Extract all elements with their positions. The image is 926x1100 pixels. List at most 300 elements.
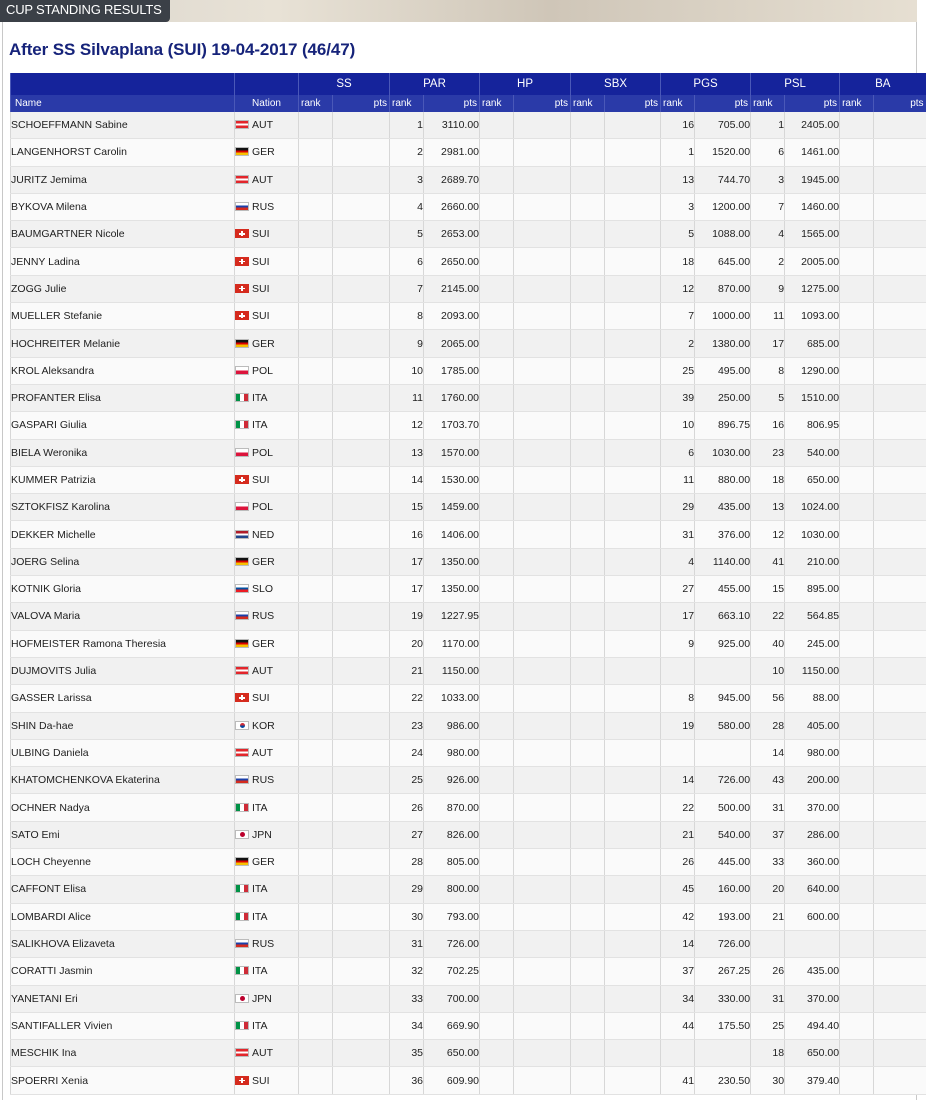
ba-rank-cell bbox=[840, 794, 874, 821]
ss-rank-cell bbox=[299, 521, 333, 548]
ba-pts-cell bbox=[874, 958, 926, 985]
hp-pts-cell bbox=[514, 985, 571, 1012]
header-pts: pts bbox=[874, 95, 926, 112]
pgs-pts-cell: 250.00 bbox=[695, 384, 751, 411]
table-row bbox=[11, 303, 926, 330]
sbx-pts-cell bbox=[605, 821, 661, 848]
athlete-name-cell[interactable]: KHATOMCHENKOVA Ekaterina bbox=[11, 767, 235, 794]
sbx-pts-cell bbox=[605, 412, 661, 439]
ba-pts-cell bbox=[874, 112, 926, 139]
table-row bbox=[11, 739, 926, 766]
pgs-pts-cell: 445.00 bbox=[695, 849, 751, 876]
athlete-name-cell[interactable]: JURITZ Jemima bbox=[11, 166, 235, 193]
psl-rank-cell: 37 bbox=[751, 821, 785, 848]
table-row bbox=[11, 1040, 926, 1067]
sbx-pts-cell bbox=[605, 521, 661, 548]
ba-rank-cell bbox=[840, 657, 874, 684]
table-row bbox=[11, 876, 926, 903]
header-hp: HP bbox=[480, 73, 571, 95]
ss-rank-cell bbox=[299, 412, 333, 439]
athlete-name-cell[interactable]: MUELLER Stefanie bbox=[11, 303, 235, 330]
hp-rank-cell bbox=[480, 657, 514, 684]
hp-pts-cell bbox=[514, 849, 571, 876]
par-pts-cell: 1703.70 bbox=[424, 412, 480, 439]
pgs-rank-cell: 34 bbox=[661, 985, 695, 1012]
athlete-name-cell[interactable]: BIELA Weronika bbox=[11, 439, 235, 466]
ss-pts-cell bbox=[333, 1067, 390, 1094]
ss-pts-cell bbox=[333, 712, 390, 739]
ba-rank-cell bbox=[840, 876, 874, 903]
psl-rank-cell: 10 bbox=[751, 657, 785, 684]
table-row bbox=[11, 521, 926, 548]
ss-rank-cell bbox=[299, 494, 333, 521]
nation-cell bbox=[235, 521, 299, 548]
sbx-rank-cell bbox=[571, 412, 605, 439]
athlete-name-cell[interactable]: SCHOEFFMANN Sabine bbox=[11, 112, 235, 139]
ba-rank-cell bbox=[840, 221, 874, 248]
psl-pts-cell: 1290.00 bbox=[785, 357, 840, 384]
athlete-name-cell[interactable]: CAFFONT Elisa bbox=[11, 876, 235, 903]
psl-pts-cell: 1150.00 bbox=[785, 657, 840, 684]
athlete-name-cell[interactable]: SANTIFALLER Vivien bbox=[11, 1012, 235, 1039]
athlete-name-cell[interactable]: LANGENHORST Carolin bbox=[11, 139, 235, 166]
athlete-name-cell[interactable]: CORATTI Jasmin bbox=[11, 958, 235, 985]
athlete-name-cell[interactable]: DEKKER Michelle bbox=[11, 521, 235, 548]
hp-pts-cell bbox=[514, 439, 571, 466]
ita-flag-icon bbox=[235, 393, 249, 402]
hp-rank-cell bbox=[480, 603, 514, 630]
hp-pts-cell bbox=[514, 384, 571, 411]
nation-code: GER bbox=[252, 337, 275, 350]
ba-pts-cell bbox=[874, 139, 926, 166]
hp-rank-cell bbox=[480, 548, 514, 575]
nation-code: SUI bbox=[252, 228, 270, 241]
sui-flag-icon bbox=[235, 229, 249, 238]
table-row bbox=[11, 685, 926, 712]
psl-pts-cell: 494.40 bbox=[785, 1012, 840, 1039]
nation-code: NED bbox=[252, 528, 275, 541]
nation-code: SUI bbox=[252, 255, 270, 268]
header-pts: pts bbox=[424, 95, 480, 112]
ss-pts-cell bbox=[333, 794, 390, 821]
athlete-name-cell[interactable]: MESCHIK Ina bbox=[11, 1040, 235, 1067]
cup-standings-table bbox=[10, 73, 926, 1095]
hp-rank-cell bbox=[480, 466, 514, 493]
sbx-pts-cell bbox=[605, 330, 661, 357]
pgs-rank-cell bbox=[661, 739, 695, 766]
pgs-pts-cell: 455.00 bbox=[695, 576, 751, 603]
athlete-name-cell[interactable]: VALOVA Maria bbox=[11, 603, 235, 630]
par-pts-cell: 702.25 bbox=[424, 958, 480, 985]
sui-flag-icon bbox=[235, 311, 249, 320]
results-table-wrapper bbox=[10, 73, 924, 1095]
ss-rank-cell bbox=[299, 439, 333, 466]
psl-pts-cell: 1565.00 bbox=[785, 221, 840, 248]
pgs-rank-cell: 14 bbox=[661, 930, 695, 957]
nation-code: GER bbox=[252, 856, 275, 869]
sbx-pts-cell bbox=[605, 303, 661, 330]
table-row bbox=[11, 821, 926, 848]
psl-rank-cell: 22 bbox=[751, 603, 785, 630]
pgs-rank-cell: 26 bbox=[661, 849, 695, 876]
athlete-name-cell[interactable]: JOERG Selina bbox=[11, 548, 235, 575]
ss-pts-cell bbox=[333, 739, 390, 766]
sbx-rank-cell bbox=[571, 576, 605, 603]
table-row bbox=[11, 466, 926, 493]
athlete-name-cell[interactable]: BAUMGARTNER Nicole bbox=[11, 221, 235, 248]
nation-cell bbox=[235, 958, 299, 985]
nation-code: SUI bbox=[252, 310, 270, 323]
sbx-pts-cell bbox=[605, 1040, 661, 1067]
sbx-rank-cell bbox=[571, 139, 605, 166]
ger-flag-icon bbox=[235, 147, 249, 156]
par-pts-cell: 986.00 bbox=[424, 712, 480, 739]
ss-rank-cell bbox=[299, 821, 333, 848]
hp-pts-cell bbox=[514, 739, 571, 766]
rus-flag-icon bbox=[235, 202, 249, 211]
athlete-name-cell[interactable]: YANETANI Eri bbox=[11, 985, 235, 1012]
header-pts: pts bbox=[333, 95, 390, 112]
nation-code: AUT bbox=[252, 746, 273, 759]
ss-pts-cell bbox=[333, 821, 390, 848]
par-pts-cell: 1170.00 bbox=[424, 630, 480, 657]
ss-pts-cell bbox=[333, 767, 390, 794]
hp-pts-cell bbox=[514, 548, 571, 575]
ss-rank-cell bbox=[299, 112, 333, 139]
athlete-name-cell[interactable]: HOCHREITER Melanie bbox=[11, 330, 235, 357]
ss-pts-cell bbox=[333, 112, 390, 139]
pgs-rank-cell: 14 bbox=[661, 767, 695, 794]
par-rank-cell: 23 bbox=[390, 712, 424, 739]
nation-cell bbox=[235, 1040, 299, 1067]
hp-rank-cell bbox=[480, 712, 514, 739]
par-rank-cell: 15 bbox=[390, 494, 424, 521]
ba-rank-cell bbox=[840, 1012, 874, 1039]
sbx-pts-cell bbox=[605, 439, 661, 466]
table-row bbox=[11, 903, 926, 930]
ita-flag-icon bbox=[235, 966, 249, 975]
athlete-name-cell[interactable]: LOMBARDI Alice bbox=[11, 903, 235, 930]
hp-rank-cell bbox=[480, 794, 514, 821]
par-pts-cell: 926.00 bbox=[424, 767, 480, 794]
hp-rank-cell bbox=[480, 1067, 514, 1094]
hp-pts-cell bbox=[514, 139, 571, 166]
psl-pts-cell: 88.00 bbox=[785, 685, 840, 712]
athlete-name-cell[interactable]: ULBING Daniela bbox=[11, 739, 235, 766]
hp-pts-cell bbox=[514, 657, 571, 684]
psl-rank-cell: 14 bbox=[751, 739, 785, 766]
nation-cell bbox=[235, 821, 299, 848]
ba-rank-cell bbox=[840, 248, 874, 275]
athlete-name-cell[interactable]: HOFMEISTER Ramona Theresia bbox=[11, 630, 235, 657]
ba-pts-cell bbox=[874, 439, 926, 466]
ba-pts-cell bbox=[874, 876, 926, 903]
results-panel bbox=[2, 22, 924, 1100]
sbx-pts-cell bbox=[605, 876, 661, 903]
athlete-name-cell[interactable]: JENNY Ladina bbox=[11, 248, 235, 275]
hp-rank-cell bbox=[480, 221, 514, 248]
ba-rank-cell bbox=[840, 903, 874, 930]
ba-pts-cell bbox=[874, 275, 926, 302]
par-rank-cell: 24 bbox=[390, 739, 424, 766]
pgs-pts-cell: 495.00 bbox=[695, 357, 751, 384]
header-blank bbox=[235, 73, 299, 95]
par-pts-cell: 980.00 bbox=[424, 739, 480, 766]
ba-pts-cell bbox=[874, 685, 926, 712]
header-rank: rank bbox=[571, 95, 605, 112]
pgs-rank-cell: 3 bbox=[661, 193, 695, 220]
psl-rank-cell: 13 bbox=[751, 494, 785, 521]
table-row bbox=[11, 221, 926, 248]
athlete-name-cell[interactable]: KROL Aleksandra bbox=[11, 357, 235, 384]
par-pts-cell: 1227.95 bbox=[424, 603, 480, 630]
par-rank-cell: 32 bbox=[390, 958, 424, 985]
sbx-rank-cell bbox=[571, 521, 605, 548]
header-rank: rank bbox=[390, 95, 424, 112]
par-rank-cell: 16 bbox=[390, 521, 424, 548]
par-pts-cell: 1350.00 bbox=[424, 576, 480, 603]
par-rank-cell: 35 bbox=[390, 1040, 424, 1067]
psl-pts-cell: 1945.00 bbox=[785, 166, 840, 193]
athlete-name-cell[interactable]: BYKOVA Milena bbox=[11, 193, 235, 220]
psl-rank-cell: 20 bbox=[751, 876, 785, 903]
athlete-name-cell[interactable]: SATO Emi bbox=[11, 821, 235, 848]
table-row bbox=[11, 712, 926, 739]
hp-rank-cell bbox=[480, 112, 514, 139]
par-rank-cell: 8 bbox=[390, 303, 424, 330]
nation-code: POL bbox=[252, 364, 274, 377]
hp-rank-cell bbox=[480, 1012, 514, 1039]
ba-pts-cell bbox=[874, 248, 926, 275]
ss-rank-cell bbox=[299, 1040, 333, 1067]
par-rank-cell: 22 bbox=[390, 685, 424, 712]
psl-rank-cell: 1 bbox=[751, 112, 785, 139]
par-rank-cell: 34 bbox=[390, 1012, 424, 1039]
sbx-pts-cell bbox=[605, 466, 661, 493]
athlete-name-cell[interactable]: SALIKHOVA Elizaveta bbox=[11, 930, 235, 957]
par-rank-cell: 5 bbox=[390, 221, 424, 248]
psl-pts-cell: 564.85 bbox=[785, 603, 840, 630]
psl-rank-cell: 6 bbox=[751, 139, 785, 166]
ss-pts-cell bbox=[333, 221, 390, 248]
ba-pts-cell bbox=[874, 548, 926, 575]
nation-cell bbox=[235, 712, 299, 739]
hp-rank-cell bbox=[480, 412, 514, 439]
nation-cell bbox=[235, 166, 299, 193]
pgs-pts-cell: 500.00 bbox=[695, 794, 751, 821]
pgs-pts-cell: 1140.00 bbox=[695, 548, 751, 575]
hp-pts-cell bbox=[514, 1040, 571, 1067]
ss-rank-cell bbox=[299, 739, 333, 766]
ss-pts-cell bbox=[333, 139, 390, 166]
pgs-rank-cell: 2 bbox=[661, 330, 695, 357]
ss-rank-cell bbox=[299, 794, 333, 821]
sbx-pts-cell bbox=[605, 985, 661, 1012]
slo-flag-icon bbox=[235, 584, 249, 593]
hp-rank-cell bbox=[480, 521, 514, 548]
psl-pts-cell: 980.00 bbox=[785, 739, 840, 766]
sbx-rank-cell bbox=[571, 685, 605, 712]
athlete-name-cell[interactable]: SHIN Da-hae bbox=[11, 712, 235, 739]
hp-rank-cell bbox=[480, 439, 514, 466]
nation-code: KOR bbox=[252, 719, 275, 732]
ss-rank-cell bbox=[299, 466, 333, 493]
nation-cell bbox=[235, 685, 299, 712]
header-par: PAR bbox=[390, 73, 480, 95]
psl-pts-cell: 200.00 bbox=[785, 767, 840, 794]
cup-standing-results-tab[interactable]: CUP STANDING RESULTS bbox=[0, 0, 170, 22]
nation-code: JPN bbox=[252, 992, 272, 1005]
psl-pts-cell: 1460.00 bbox=[785, 193, 840, 220]
athlete-name-cell[interactable]: PROFANTER Elisa bbox=[11, 384, 235, 411]
sbx-rank-cell bbox=[571, 985, 605, 1012]
nation-code: ITA bbox=[252, 910, 268, 923]
psl-pts-cell: 245.00 bbox=[785, 630, 840, 657]
nation-code: ITA bbox=[252, 883, 268, 896]
par-pts-cell: 2660.00 bbox=[424, 193, 480, 220]
header-blank bbox=[11, 73, 235, 95]
hp-pts-cell bbox=[514, 412, 571, 439]
pgs-rank-cell: 39 bbox=[661, 384, 695, 411]
ss-rank-cell bbox=[299, 630, 333, 657]
athlete-name-cell[interactable]: GASSER Larissa bbox=[11, 685, 235, 712]
ss-pts-cell bbox=[333, 412, 390, 439]
psl-rank-cell: 30 bbox=[751, 1067, 785, 1094]
athlete-name-cell[interactable]: GASPARI Giulia bbox=[11, 412, 235, 439]
ba-pts-cell bbox=[874, 384, 926, 411]
par-rank-cell: 26 bbox=[390, 794, 424, 821]
nation-code: ITA bbox=[252, 1019, 268, 1032]
pgs-rank-cell: 45 bbox=[661, 876, 695, 903]
aut-flag-icon bbox=[235, 1048, 249, 1057]
ba-pts-cell bbox=[874, 521, 926, 548]
ba-rank-cell bbox=[840, 384, 874, 411]
header-pgs: PGS bbox=[661, 73, 751, 95]
pgs-rank-cell: 19 bbox=[661, 712, 695, 739]
athlete-name-cell[interactable]: ZOGG Julie bbox=[11, 275, 235, 302]
pgs-rank-cell: 44 bbox=[661, 1012, 695, 1039]
sbx-pts-cell bbox=[605, 1067, 661, 1094]
ss-pts-cell bbox=[333, 1012, 390, 1039]
ss-rank-cell bbox=[299, 166, 333, 193]
table-row bbox=[11, 275, 926, 302]
ba-pts-cell bbox=[874, 657, 926, 684]
psl-pts-cell: 360.00 bbox=[785, 849, 840, 876]
athlete-name-cell[interactable]: DUJMOVITS Julia bbox=[11, 657, 235, 684]
ba-rank-cell bbox=[840, 576, 874, 603]
psl-rank-cell: 3 bbox=[751, 166, 785, 193]
par-rank-cell: 25 bbox=[390, 767, 424, 794]
ss-rank-cell bbox=[299, 548, 333, 575]
ita-flag-icon bbox=[235, 912, 249, 921]
par-pts-cell: 826.00 bbox=[424, 821, 480, 848]
sbx-rank-cell bbox=[571, 739, 605, 766]
table-row bbox=[11, 166, 926, 193]
athlete-name-cell[interactable]: SPOERRI Xenia bbox=[11, 1067, 235, 1094]
nation-cell bbox=[235, 767, 299, 794]
par-rank-cell: 9 bbox=[390, 330, 424, 357]
ba-pts-cell bbox=[874, 821, 926, 848]
sbx-pts-cell bbox=[605, 849, 661, 876]
sbx-rank-cell bbox=[571, 357, 605, 384]
hp-pts-cell bbox=[514, 221, 571, 248]
table-row bbox=[11, 139, 926, 166]
ss-pts-cell bbox=[333, 903, 390, 930]
nation-cell bbox=[235, 248, 299, 275]
nation-code: SUI bbox=[252, 692, 270, 705]
par-pts-cell: 609.90 bbox=[424, 1067, 480, 1094]
hp-pts-cell bbox=[514, 193, 571, 220]
ss-pts-cell bbox=[333, 685, 390, 712]
athlete-name-cell[interactable]: SZTOKFISZ Karolina bbox=[11, 494, 235, 521]
ss-rank-cell bbox=[299, 985, 333, 1012]
ita-flag-icon bbox=[235, 1021, 249, 1030]
ss-rank-cell bbox=[299, 357, 333, 384]
hp-rank-cell bbox=[480, 767, 514, 794]
jpn-flag-icon bbox=[235, 830, 249, 839]
sbx-pts-cell bbox=[605, 275, 661, 302]
pgs-pts-cell: 726.00 bbox=[695, 767, 751, 794]
athlete-name-cell[interactable]: KOTNIK Gloria bbox=[11, 576, 235, 603]
nation-cell bbox=[235, 985, 299, 1012]
table-row bbox=[11, 1067, 926, 1094]
sbx-rank-cell bbox=[571, 548, 605, 575]
header-nation: Nation bbox=[235, 95, 299, 112]
ba-pts-cell bbox=[874, 357, 926, 384]
sbx-pts-cell bbox=[605, 657, 661, 684]
ba-pts-cell bbox=[874, 630, 926, 657]
ba-rank-cell bbox=[840, 139, 874, 166]
pgs-pts-cell: 705.00 bbox=[695, 112, 751, 139]
psl-rank-cell: 31 bbox=[751, 794, 785, 821]
psl-pts-cell: 895.00 bbox=[785, 576, 840, 603]
pgs-rank-cell bbox=[661, 657, 695, 684]
athlete-name-cell[interactable]: KUMMER Patrizia bbox=[11, 466, 235, 493]
hp-rank-cell bbox=[480, 821, 514, 848]
psl-rank-cell: 8 bbox=[751, 357, 785, 384]
nation-cell bbox=[235, 794, 299, 821]
ss-rank-cell bbox=[299, 303, 333, 330]
athlete-name-cell[interactable]: OCHNER Nadya bbox=[11, 794, 235, 821]
psl-pts-cell: 1461.00 bbox=[785, 139, 840, 166]
nation-cell bbox=[235, 303, 299, 330]
ba-pts-cell bbox=[874, 985, 926, 1012]
psl-rank-cell: 31 bbox=[751, 985, 785, 1012]
ba-rank-cell bbox=[840, 985, 874, 1012]
psl-rank-cell: 16 bbox=[751, 412, 785, 439]
nation-cell bbox=[235, 1012, 299, 1039]
pgs-rank-cell: 22 bbox=[661, 794, 695, 821]
pgs-pts-cell: 540.00 bbox=[695, 821, 751, 848]
table-row bbox=[11, 439, 926, 466]
sub-header-row bbox=[11, 95, 926, 112]
sbx-rank-cell bbox=[571, 494, 605, 521]
table-row bbox=[11, 794, 926, 821]
nation-code: POL bbox=[252, 446, 274, 459]
psl-rank-cell: 28 bbox=[751, 712, 785, 739]
psl-rank-cell: 5 bbox=[751, 384, 785, 411]
ss-rank-cell bbox=[299, 275, 333, 302]
sbx-pts-cell bbox=[605, 357, 661, 384]
table-row bbox=[11, 576, 926, 603]
pgs-pts-cell: 160.00 bbox=[695, 876, 751, 903]
hp-pts-cell bbox=[514, 767, 571, 794]
header-pts: pts bbox=[695, 95, 751, 112]
table-row bbox=[11, 849, 926, 876]
athlete-name-cell[interactable]: LOCH Cheyenne bbox=[11, 849, 235, 876]
psl-pts-cell: 685.00 bbox=[785, 330, 840, 357]
par-pts-cell: 1350.00 bbox=[424, 548, 480, 575]
